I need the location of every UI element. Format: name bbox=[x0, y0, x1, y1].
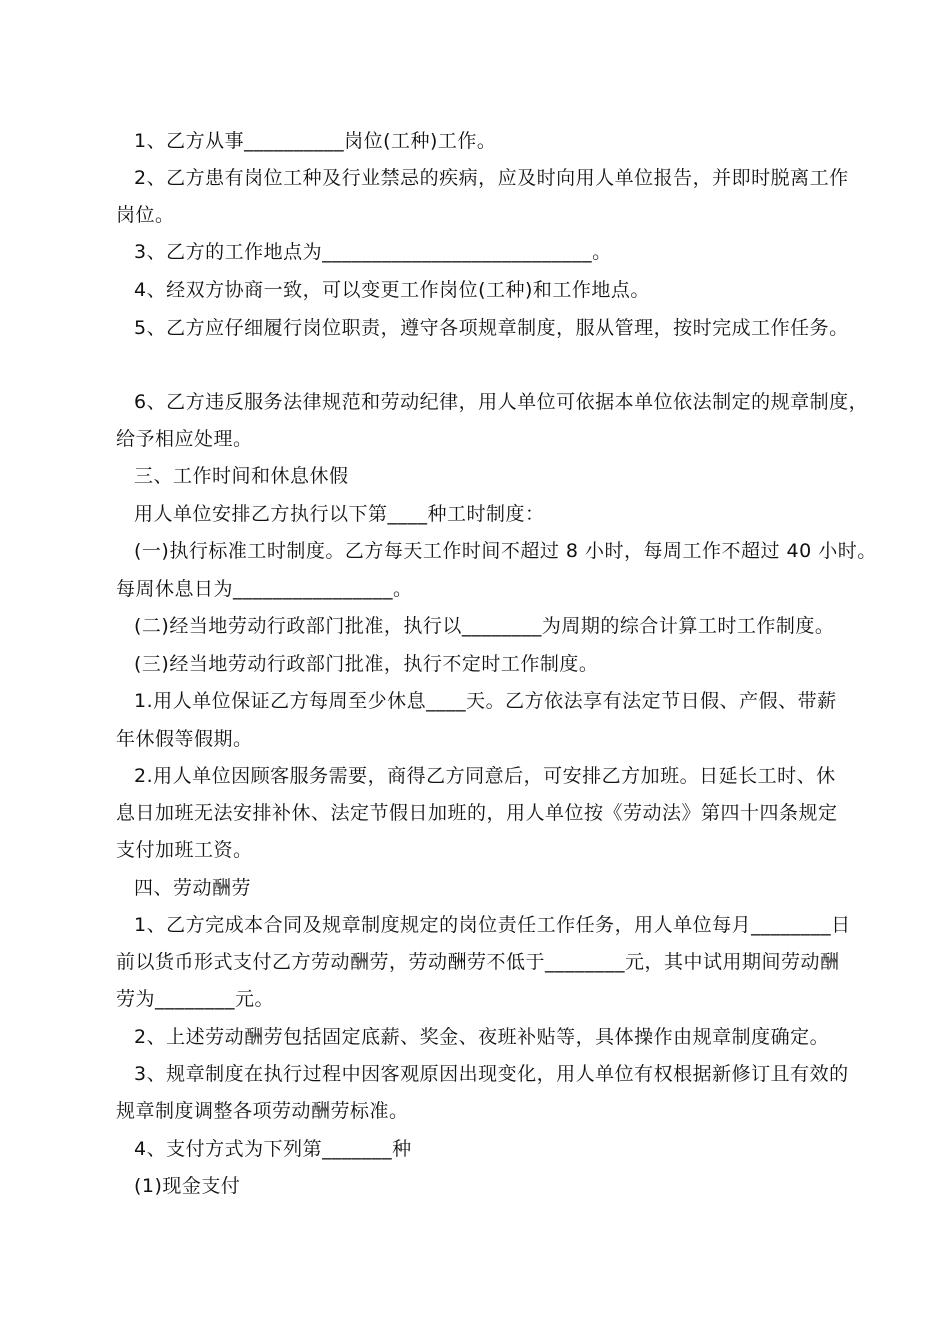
remuneration-1-continuation-2: 劳为________元。 bbox=[116, 988, 275, 1010]
rest-guarantee: 1.用人单位保证乙方每周至少休息____天。乙方依法享有法定节日假、产假、带薪 bbox=[134, 690, 837, 712]
working-hours-intro: 用人单位安排乙方执行以下第____种工时制度： bbox=[134, 503, 545, 525]
section-4-heading: 四、劳动酬劳 bbox=[134, 877, 252, 899]
standard-hours: (一)执行标准工时制度。乙方每天工作时间不超过 8 小时，每周工作不超过 40 小时。 bbox=[134, 540, 877, 562]
remuneration-1-continuation-1: 前以货币形式支付乙方劳动酬劳，劳动酬劳不低于________元，其中试用期间劳动酬 bbox=[116, 951, 840, 973]
flexible-hours: (三)经当地劳动行政部门批准，执行不定时工作制度。 bbox=[134, 653, 599, 675]
clause-4-change-post: 4、经双方协商一致，可以变更工作岗位(工种)和工作地点。 bbox=[134, 279, 650, 301]
clause-5-duties: 5、乙方应仔细履行岗位职责，遵守各项规章制度，服从管理，按时完成工作任务。 bbox=[134, 317, 849, 339]
weekly-rest-day: 每周休息日为________________。 bbox=[116, 578, 413, 600]
rest-guarantee-continuation: 年休假等假期。 bbox=[116, 728, 253, 750]
clause-2-disease: 2、乙方患有岗位工种及行业禁忌的疾病，应及时向用人单位报告，并即时脱离工作 bbox=[134, 167, 849, 189]
payment-cash: (1)现金支付 bbox=[134, 1175, 241, 1197]
clause-3-workplace: 3、乙方的工作地点为___________________________。 bbox=[134, 241, 612, 263]
overtime: 2.用人单位因顾客服务需要，商得乙方同意后，可安排乙方加班。日延长工时、休 bbox=[134, 765, 836, 787]
clause-6-violation: 6、乙方违反服务法律规范和劳动纪律，用人单位可依据本单位依法制定的规章制度， bbox=[134, 391, 869, 413]
clause-6-continuation: 给予相应处理。 bbox=[116, 428, 253, 450]
section-3-heading: 三、工作时间和休息休假 bbox=[134, 465, 349, 487]
payment-method: 4、支付方式为下列第_______种 bbox=[134, 1138, 412, 1160]
comprehensive-hours: (二)经当地劳动行政部门批准，执行以________为周期的综合计算工时工作制度。 bbox=[134, 615, 835, 637]
clause-2-continuation: 岗位。 bbox=[116, 204, 175, 226]
overtime-continuation-1: 息日加班无法安排补休、法定节假日加班的，用人单位按《劳动法》第四十四条规定 bbox=[116, 802, 838, 824]
remuneration-3-continuation: 规章制度调整各项劳动酬劳标准。 bbox=[116, 1100, 409, 1122]
clause-1-post: 1、乙方从事__________岗位(工种)工作。 bbox=[134, 130, 497, 152]
remuneration-2: 2、上述劳动酬劳包括固定底薪、奖金、夜班补贴等，具体操作由规章制度确定。 bbox=[134, 1026, 830, 1048]
remuneration-3: 3、规章制度在执行过程中因客观原因出现变化，用人单位有权根据新修订且有效的 bbox=[134, 1063, 849, 1085]
remuneration-1: 1、乙方完成本合同及规章制度规定的岗位责任工作任务，用人单位每月________日 bbox=[134, 914, 851, 936]
overtime-continuation-2: 支付加班工资。 bbox=[116, 839, 253, 861]
